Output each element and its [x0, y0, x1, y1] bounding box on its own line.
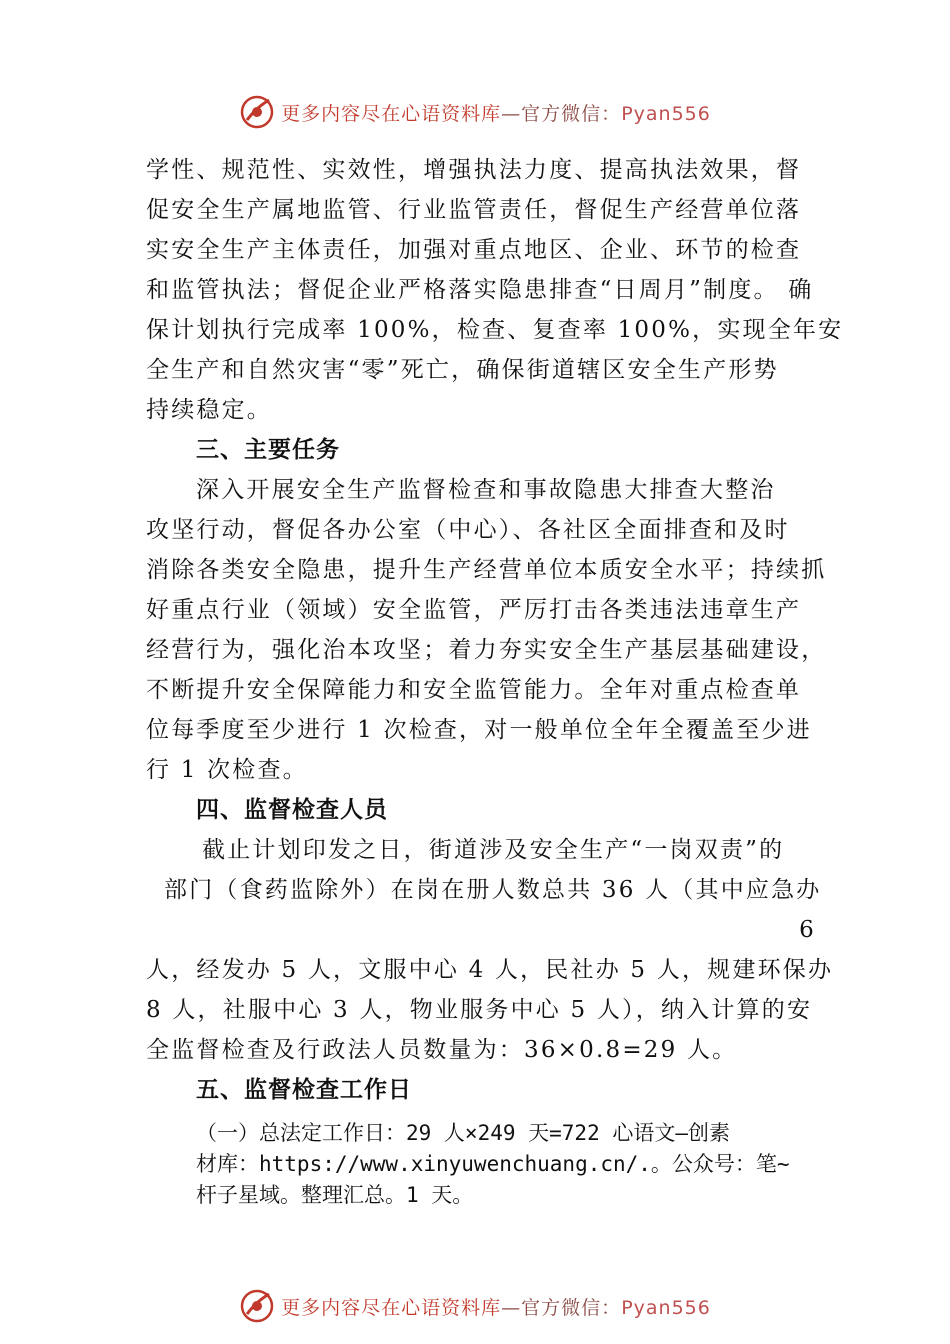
- watermark-handle: Pyan556: [621, 102, 711, 125]
- brand-logo-icon: [239, 94, 275, 130]
- watermark-text: [281, 1293, 711, 1320]
- text-line: （一）总法定工作日：29 人×249 天=722 心语文—创素: [196, 1121, 731, 1145]
- text-line: 材库：https://www.xinyuwenchuang.cn/.。公众号：笔~: [196, 1152, 790, 1176]
- text-line: 持续稳定。: [146, 397, 272, 423]
- text-line: 8 人，社服中心 3 人，物业服务中心 5 人），纳入计算的安: [146, 997, 813, 1023]
- watermark-banner-bottom: [0, 1286, 950, 1326]
- text-line: 杆子星域。整理汇总。1 天。: [196, 1183, 474, 1207]
- watermark-main: 更多内容尽在心语资料库: [281, 102, 502, 125]
- watermark-suffix: 官方微信：: [521, 102, 622, 125]
- text-line: 部门（食药监除外）在岗在册人数总共 36 人（其中应急办: [164, 877, 822, 903]
- text-line: 位每季度至少进行 1 次检查，对一般单位全年全覆盖至少进: [146, 717, 812, 743]
- text-line: 全监督检查及行政法人员数量为：36×0.8=29 人。: [146, 1037, 738, 1063]
- text-line: 保计划执行完成率 100%，检查、复查率 100%，实现全年安: [146, 317, 844, 343]
- heading-main-tasks: 三、主要任务: [196, 437, 340, 463]
- brand-logo-icon: [239, 1288, 275, 1324]
- text-line: 人，经发办 5 人，文服中心 4 人，民社办 5 人，规建环保办: [146, 957, 834, 983]
- heading-inspection-staff: 四、监督检查人员: [196, 797, 388, 823]
- watermark-text: [281, 99, 711, 126]
- watermark-banner-top: [0, 92, 950, 132]
- text-line: 促安全生产属地监管、行业监管责任，督促生产经营单位落: [146, 197, 802, 223]
- text-line: 深入开展安全生产监督检查和事故隐患大排查大整治: [196, 477, 776, 503]
- text-line: 攻坚行动，督促各办公室（中心）、各社区全面排查和及时: [146, 517, 790, 543]
- text-line: 学性、规范性、实效性，增强执法力度、提高执法效果，督: [146, 157, 802, 183]
- text-line: 6: [799, 917, 816, 943]
- text-line: 经营行为，强化治本攻坚；着力夯实安全生产基层基础建设，: [146, 637, 827, 663]
- text-line: 全生产和自然灾害“零”死亡，确保街道辖区安全生产形势: [146, 357, 779, 383]
- watermark-suffix: 官方微信：: [521, 1296, 622, 1319]
- text-line: 实安全生产主体责任，加强对重点地区、企业、环节的检查: [146, 237, 802, 263]
- paragraph-workdays: [196, 1118, 816, 1211]
- paragraph-inspection-staff: [146, 830, 834, 1070]
- text-line: 消除各类安全隐患，提升生产经营单位本质安全水平；持续抓: [146, 557, 827, 583]
- text-line: 好重点行业（领域）安全监管，严厉打击各类违法违章生产: [146, 597, 802, 623]
- text-line: 和监管执法；督促企业严格落实隐患排查“日周月”制度。 确: [146, 277, 814, 303]
- text-line: 行 1 次检查。: [146, 757, 308, 783]
- paragraph-goals: [146, 150, 844, 430]
- text-line: 截止计划印发之日，街道涉及安全生产“一岗双责”的: [202, 837, 785, 863]
- text-line: 不断提升安全保障能力和安全监管能力。全年对重点检查单: [146, 677, 802, 703]
- watermark-separator: —: [501, 102, 522, 125]
- watermark-main: 更多内容尽在心语资料库: [281, 1296, 502, 1319]
- document-body: [146, 150, 844, 1211]
- paragraph-main-tasks: [146, 470, 827, 790]
- watermark-separator: —: [501, 1296, 522, 1319]
- heading-workdays: 五、监督检查工作日: [196, 1077, 412, 1103]
- watermark-handle: Pyan556: [621, 1296, 711, 1319]
